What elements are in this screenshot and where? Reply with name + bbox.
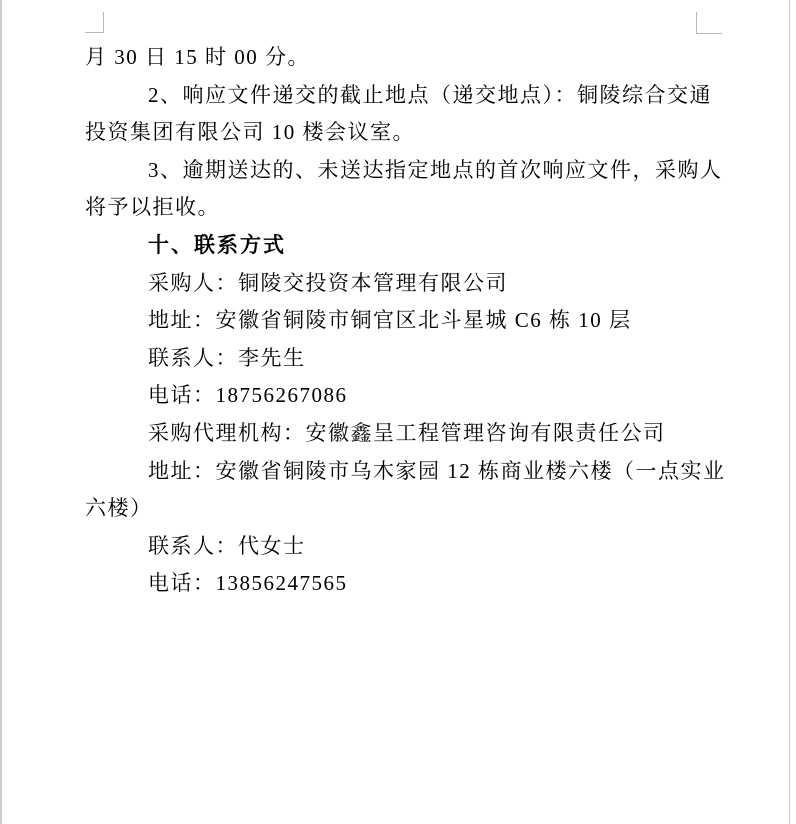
text-line-late-delivery-2[interactable]: 将予以拒收。 bbox=[85, 195, 220, 219]
text-line-agency-contact[interactable]: 联系人：代女士 bbox=[148, 534, 306, 558]
text-line-agency[interactable]: 采购代理机构：安徽鑫呈工程管理咨询有限责任公司 bbox=[148, 421, 666, 445]
page-edge-left bbox=[0, 0, 2, 824]
text-boundary-corner-icon bbox=[85, 12, 104, 33]
text-line-agency-address-2[interactable]: 六楼） bbox=[85, 496, 153, 520]
text-line-purchaser-phone[interactable]: 电话：18756267086 bbox=[148, 383, 348, 407]
text-boundary-corner-icon bbox=[696, 12, 722, 34]
page-edge-right bbox=[789, 0, 790, 824]
text-line-agency-address[interactable]: 地址：安徽省铜陵市乌木家园 12 栋商业楼六楼（一点实业 bbox=[148, 459, 726, 483]
text-line-purchaser-address[interactable]: 地址：安徽省铜陵市铜官区北斗星城 C6 栋 10 层 bbox=[148, 308, 632, 332]
text-line-late-delivery[interactable]: 3、逾期送达的、未送达指定地点的首次响应文件，采购人 bbox=[148, 158, 723, 182]
text-line-submission-place[interactable]: 2、响应文件递交的截止地点（递交地点）：铜陵综合交通 bbox=[148, 83, 712, 107]
text-line-deadline-time[interactable]: 月 30 日 15 时 00 分。 bbox=[85, 45, 310, 69]
text-line-purchaser-contact[interactable]: 联系人：李先生 bbox=[148, 346, 306, 370]
text-line-submission-place-2[interactable]: 投资集团有限公司 10 楼会议室。 bbox=[85, 120, 415, 144]
section-heading-contact[interactable]: 十、联系方式 bbox=[148, 233, 286, 257]
text-line-purchaser[interactable]: 采购人：铜陵交投资本管理有限公司 bbox=[148, 271, 508, 295]
text-line-agency-phone[interactable]: 电话：13856247565 bbox=[148, 571, 348, 595]
